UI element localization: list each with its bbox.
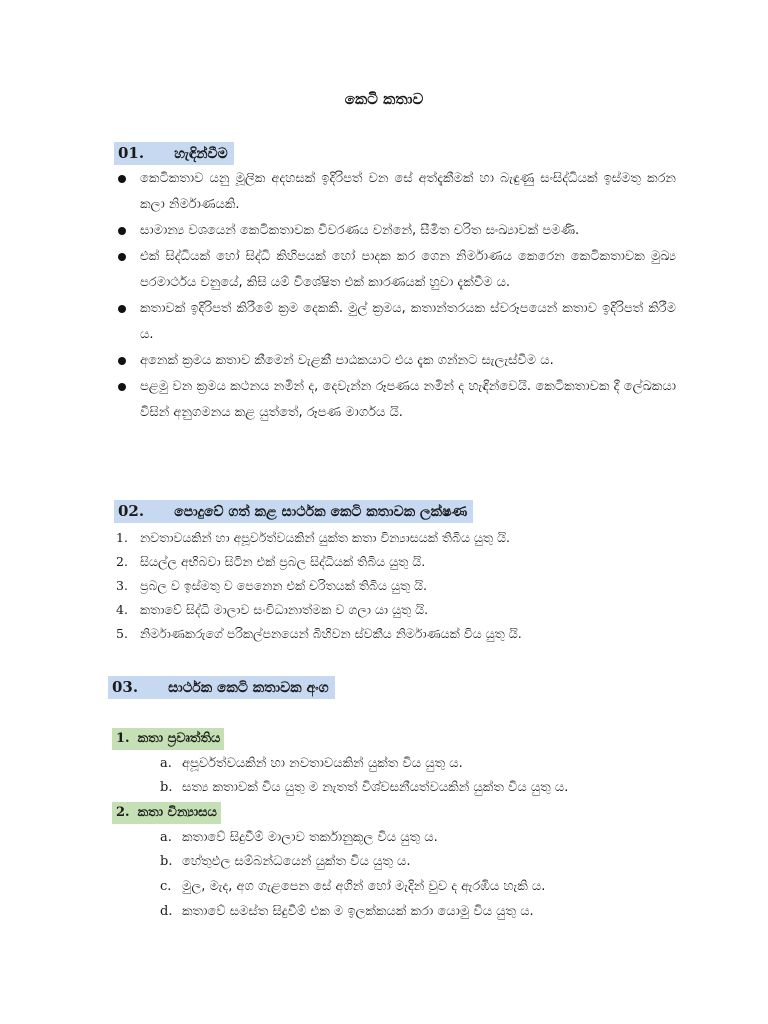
section-1-heading [114,142,234,165]
list-item: a. අපූර්වත්වයකින් හා නවතාවයකින් යුක්ත විය යුතු ය. [160,756,463,771]
section-2-title: පොදුවේ ගත් කළ සාර්ථක කෙටි කතාවක ලක්ෂණ [174,504,468,520]
list-item: 5. නිර්මාණකරුගේ පරිකල්පනයෙන් බිහිවන ස්වකීය නිර්මාණයක් විය යුතු යි. [116,626,522,641]
list-item: 3. ප්‍රබල ව ඉස්මතු ව පෙනෙන එක් චරිතයක් තිබිය යුතු යි. [116,578,428,593]
section-2-heading [114,500,473,523]
section-3-heading [108,676,335,699]
list-item: 1. නවතාවයකින් හා අපූර්වත්වයකින් යුක්ත කතා වින්‍යාසයක් තිබිය යුතු යි. [116,530,510,545]
section-2-number: 02. [118,502,145,520]
part-2-heading: 2. කතා වින්‍යාසය [112,802,221,824]
section-3-number: 03. [112,678,139,696]
list-item: b. හේතුඵල සම්බන්ධයෙන් යුක්ත විය යුතු ය. [160,854,411,869]
list-item: b. සත්‍ය කතාවක් විය යුතු ම නැතත් විශ්වසනීයත්වයකින් යුක්ත විය යුතු ය. [160,780,569,795]
list-item: සාමාන්‍ය වශයෙන් කෙටිකතාවක විවරණය වන්නේ, සීමිත චරිත සංඛ්‍යාවක් පමණි. [116,218,676,244]
section-1-bullet-list [116,166,676,426]
list-item: අනෙක් ක්‍රමය කතාව කීමෙන් වැළකී පාඨකයාට එය දැක ගන්නට සැලැස්වීම ය. [116,348,676,374]
section-1-title: හැඳින්වීම [174,146,228,162]
list-item: කෙටිකතාව යනු මූලික අදහසක් ඉදිරිපත් වන සේ අත්දැකීමක් හා බැඳුණු සංසිද්ධියක් ඉස්මතු කරන කලා නිර්මාණයකි. [116,166,676,218]
list-item: 2. සියල්ල අභිබවා සිටින එක් ප්‍රබල සිද්ධියක් තිබිය යුතු යි. [116,554,426,569]
list-item: කතාවක් ඉදිරිපත් කිරීමේ ක්‍රම දෙකකි. මුල් ක්‍රමය, කතාන්තරයක ස්වරූපයෙන් කතාව ඉදිරිපත් කිරීම ය. [116,296,676,348]
list-item: d. කතාවේ සමස්ත සිදුවීම් එක ම ඉලක්කයක් කරා යොමු විය යුතු ය. [160,904,534,919]
list-item: c. මුල, මැද, අග ගැළපෙන සේ අගින් හෝ මැදින් වුව ද ඇරඹිය හැකි ය. [160,879,546,894]
page-title: කෙටි කතාව [344,90,424,108]
part-1-heading: 1. කතා ප්‍රවෘත්තිය [112,728,224,750]
section-1-number: 01. [118,144,145,162]
list-item: පළමු වන ක්‍රමය කථනය නමින් ද, දෙවැන්න රූපණය නමින් ද හැඳින්වෙයි. කෙටිකතාවක දී ලේඛකයා විසින් අනුගමනය කළ යුත්තේ, රූපණ මාර්ගය යි. [116,374,676,426]
section-2-numbered-list [116,526,676,646]
list-item: එක් සිද්ධියක් හෝ සිද්ධි කිහිපයක් හෝ පාදක කර ගෙන නිර්මාණය කෙරෙන කෙටිකතාවක මුඛ්‍ය පරමාර්ථය වනුයේ, කිසි යම් විශේෂිත එක් කාරණයක් හුවා දැක්වීම ය. [116,244,676,296]
section-3-title: සාර්ථක කෙටි කතාවක අංග [168,680,329,696]
list-item: 4. කතාවේ සිද්ධි මාලාව සංවිධානාත්මක ව ගලා යා යුතු යි. [116,602,429,617]
list-item: a. කතාවේ සිදුවීම් මාලාව තර්කානුකූල විය යුතු ය. [160,830,438,845]
